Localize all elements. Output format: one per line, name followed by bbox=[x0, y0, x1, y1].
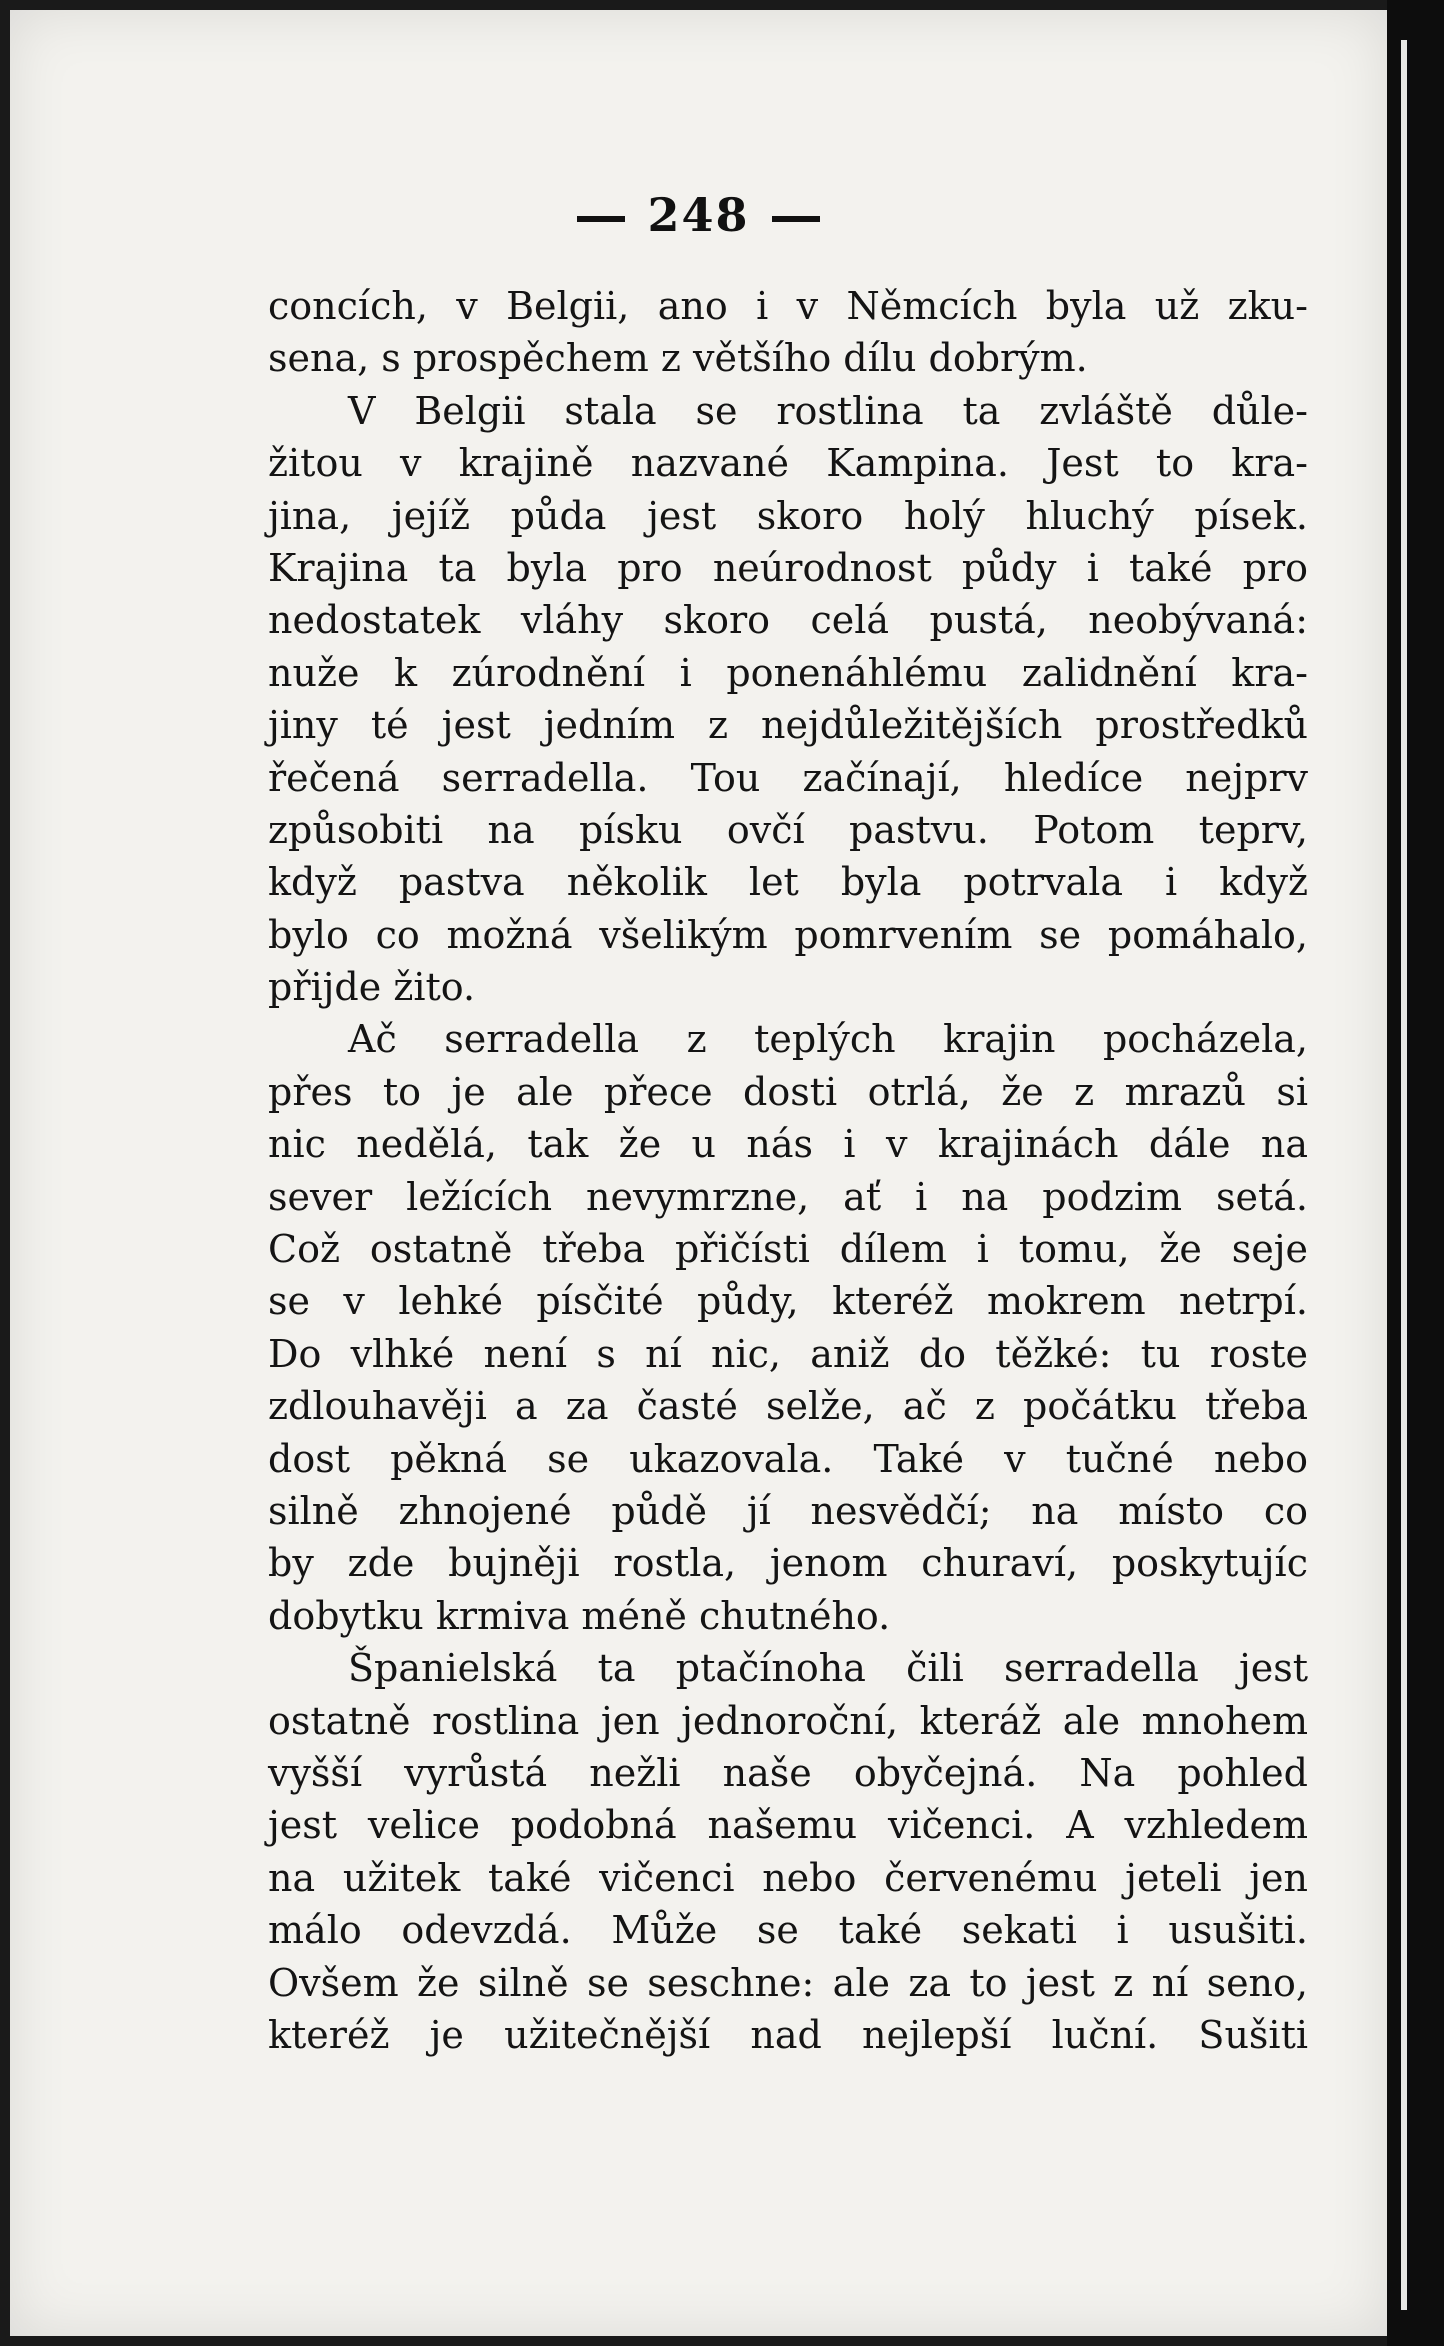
text-line: zdlouhavěji a za časté selže, ač z počátku třeba bbox=[268, 1384, 1308, 1429]
text-line: přes to je ale přece dosti otrlá, že z mrazů si bbox=[268, 1069, 1308, 1114]
text-line: jiny té jest jedním z nejdůležitějších prostředků bbox=[268, 703, 1308, 748]
scan-edge-stripe bbox=[1401, 40, 1407, 2310]
text-line: jest velice podobná našemu vičenci. A vzhledem bbox=[268, 1803, 1308, 1848]
text-line: Což ostatně třeba přičísti dílem i tomu, že seje bbox=[268, 1227, 1308, 1272]
text-line: žitou v krajině nazvané Kampina. Jest to kra- bbox=[268, 441, 1308, 486]
text-line: ostatně rostlina jen jednoroční, kteráž ale mnohem bbox=[268, 1698, 1308, 1743]
text-line: nic nedělá, tak že u nás i v krajinách dále na bbox=[268, 1122, 1308, 1167]
right-dash bbox=[772, 216, 820, 222]
text-line: se v lehké písčité půdy, kteréž mokrem netrpí. bbox=[268, 1279, 1308, 1324]
text-line: by zde bujněji rostla, jenom churaví, poskytujíc bbox=[268, 1541, 1308, 1586]
text-line: bylo co možná všelikým pomrvením se pomáhalo, bbox=[268, 912, 1308, 957]
text-line: jina, jejíž půda jest skoro holý hluchý písek. bbox=[268, 493, 1308, 538]
text-line: sever ležících nevymrzne, ať i na podzim setá. bbox=[268, 1174, 1308, 1219]
text-line: sena, s prospěchem z většího dílu dobrým. bbox=[268, 336, 1088, 381]
text-line: kteréž je užitečnější nad nejlepší luční. Sušiti bbox=[268, 2012, 1308, 2057]
text-line: nedostatek vláhy skoro celá pustá, neobývaná: bbox=[268, 598, 1308, 643]
book-page bbox=[10, 10, 1387, 2336]
text-line: V Belgii stala se rostlina ta zvláště důle- bbox=[348, 388, 1308, 433]
text-line: nuže k zúrodnění i ponenáhlému zalidnění kra- bbox=[268, 650, 1308, 695]
page-header bbox=[10, 188, 1387, 242]
text-line: přijde žito. bbox=[268, 965, 476, 1010]
text-line: málo odevzdá. Může se také sekati i usušiti. bbox=[268, 1908, 1308, 1953]
text-line: silně zhnojené půdě jí nesvědčí; na místo co bbox=[268, 1488, 1308, 1533]
left-dash bbox=[577, 216, 625, 222]
text-line: když pastva několik let byla potrvala i když bbox=[268, 860, 1308, 905]
text-line: na užitek také vičenci nebo červenému jeteli jen bbox=[268, 1855, 1308, 1900]
text-line: concích, v Belgii, ano i v Němcích byla už zku- bbox=[268, 284, 1308, 328]
page-number: 248 bbox=[647, 188, 750, 242]
text-line: způsobiti na písku ovčí pastvu. Potom teprv, bbox=[268, 807, 1308, 852]
text-line: Do vlhké není s ní nic, aniž do těžké: tu roste bbox=[268, 1331, 1308, 1376]
text-line: dost pěkná se ukazovala. Také v tučné nebo bbox=[268, 1436, 1308, 1481]
text-line: Ač serradella z teplých krajin pocházela, bbox=[348, 1017, 1308, 1062]
body-text bbox=[268, 280, 1308, 2061]
text-line: řečená serradella. Tou začínají, hledíce nejprv bbox=[268, 755, 1308, 800]
text-line: Ovšem že silně se seschne: ale za to jest z ní seno, bbox=[268, 1960, 1308, 2005]
scan-edge bbox=[1387, 0, 1444, 2346]
text-line: Španielská ta ptačínoha čili serradella jest bbox=[348, 1646, 1308, 1691]
text-line: dobytku krmiva méně chutného. bbox=[268, 1593, 891, 1638]
text-line: Krajina ta byla pro neúrodnost půdy i také pro bbox=[268, 545, 1308, 590]
text-line: vyšší vyrůstá nežli naše obyčejná. Na pohled bbox=[268, 1750, 1308, 1795]
